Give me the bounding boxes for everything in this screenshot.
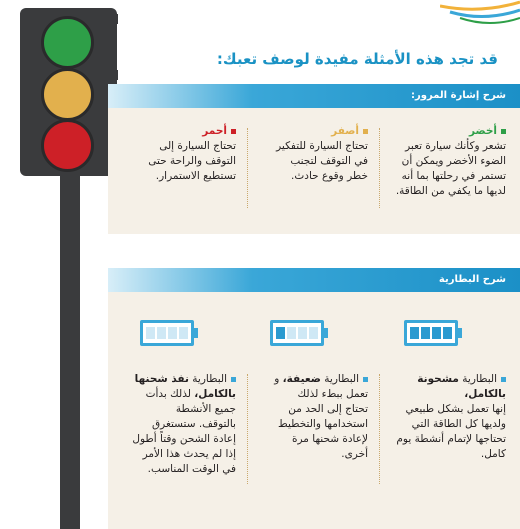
- battery-cell: [443, 327, 452, 339]
- section-band: شرح إشارة المرور:: [108, 84, 520, 108]
- traffic-light-panel: [108, 84, 520, 234]
- battery-cell: [276, 327, 285, 339]
- green-label: أخضر: [468, 125, 497, 137]
- battery-cell: [309, 327, 318, 339]
- battery-body: [404, 320, 458, 346]
- page-title: قد تجد هذه الأمثلة مفيدة لوصف تعبك:: [216, 50, 498, 68]
- battery-cell: [298, 327, 307, 339]
- battery-full-icon: [404, 320, 462, 346]
- line: جميع الأنشطة: [175, 403, 236, 415]
- red-explanation: [124, 124, 236, 184]
- bold-text: بالكامل،: [194, 388, 236, 400]
- red-bullet: [231, 129, 236, 134]
- line: تستطيع الاستمرار.: [155, 170, 236, 182]
- intro-text: البطارية: [458, 373, 497, 385]
- battery-tip: [194, 328, 198, 338]
- intro-text: البطارية: [320, 373, 359, 385]
- line: تحتاجها لإتمام أنشطة يوم: [396, 433, 506, 445]
- battery-empty-icon: [140, 320, 198, 346]
- line: تحتاج السيارة للتفكير: [276, 140, 368, 152]
- blue-bullet: [501, 377, 506, 382]
- battery-body: [270, 320, 324, 346]
- green-bullet: [501, 129, 506, 134]
- tail-text: و: [274, 373, 283, 385]
- bold-text: نفذ شحنها: [134, 373, 189, 385]
- section-band: شرح البطارية: [108, 268, 520, 292]
- line: خطر وقوع حادث.: [291, 170, 368, 182]
- line: أخرى.: [341, 448, 368, 460]
- battery-low-icon: [270, 320, 328, 346]
- battery-full-explanation: [388, 372, 506, 462]
- line: لإعادة شحنها مرة: [291, 433, 368, 445]
- battery-cell: [421, 327, 430, 339]
- visor: [88, 70, 118, 80]
- green-light: [41, 16, 94, 69]
- battery-cell: [287, 327, 296, 339]
- battery-cell: [432, 327, 441, 339]
- battery-cell: [410, 327, 419, 339]
- line: في الوقت المناسب.: [147, 463, 236, 475]
- amber-explanation: [256, 124, 368, 184]
- line: تعمل ببطء لذلك: [297, 388, 368, 400]
- red-light: [41, 119, 94, 172]
- line: إذا لم يحدث هذا الأمر: [142, 448, 236, 460]
- divider: [379, 128, 380, 208]
- battery-low-explanation: [256, 372, 368, 462]
- battery-cell: [168, 327, 177, 339]
- line: تشعر وكأنك سيارة تعبر: [405, 140, 506, 152]
- battery-tip: [458, 328, 462, 338]
- line: إعادة الشحن وقتاً أطول: [132, 433, 236, 445]
- red-label: أحمر: [202, 125, 227, 137]
- battery-empty-explanation: [118, 372, 236, 477]
- line: ولديها كل الطاقة التي: [411, 418, 506, 430]
- divider: [379, 374, 380, 484]
- amber-label: أصفر: [331, 125, 359, 137]
- battery-panel: [108, 268, 520, 529]
- battery-cell: [146, 327, 155, 339]
- visor: [20, 14, 50, 24]
- bold-text: مشحونة بالكامل،: [417, 373, 506, 400]
- intro-text: البطارية: [188, 373, 227, 385]
- line: استخدامها والتخطيط: [278, 418, 368, 430]
- line: تحتاج السيارة إلى: [159, 140, 236, 152]
- line: تستمر في رحلتها بما أنه: [401, 170, 506, 182]
- tail-text: لذلك بدأت: [145, 388, 195, 400]
- battery-cell: [157, 327, 166, 339]
- bold-text: ضعيفة،: [282, 373, 321, 385]
- battery-cell: [179, 327, 188, 339]
- amber-light: [41, 68, 94, 121]
- divider: [247, 128, 248, 208]
- line: التوقف والراحة حتى: [148, 155, 236, 167]
- blue-bullet: [231, 377, 236, 382]
- line: لديها ما يكفي من الطاقة.: [395, 185, 506, 197]
- line: بالتوقف. ستستغرق: [152, 418, 236, 430]
- visor: [88, 14, 118, 24]
- blue-bullet: [363, 377, 368, 382]
- green-explanation: [388, 124, 506, 199]
- amber-bullet: [363, 129, 368, 134]
- decorative-swoosh: [440, 0, 520, 30]
- battery-body: [140, 320, 194, 346]
- line: الضوء الأخضر ويمكن أن: [401, 155, 506, 167]
- line: في التوقف لتجنب: [290, 155, 368, 167]
- battery-tip: [324, 328, 328, 338]
- traffic-light-pole: [60, 150, 80, 529]
- line: كامل.: [480, 448, 506, 460]
- line: إنها تعمل بشكل طبيعي: [405, 403, 506, 415]
- divider: [247, 374, 248, 484]
- line: تحتاج إلى الحد من: [288, 403, 368, 415]
